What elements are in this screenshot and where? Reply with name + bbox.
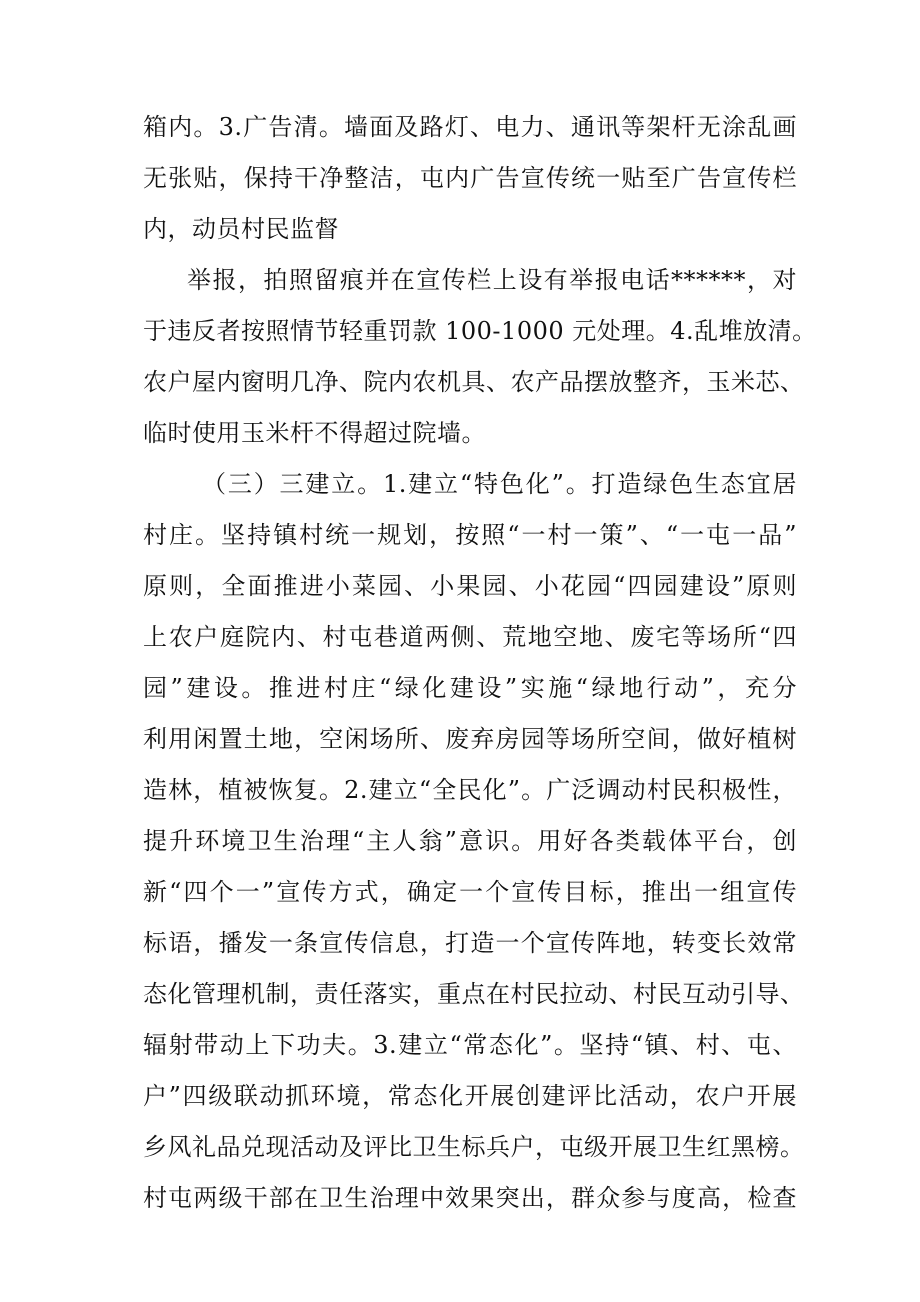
text-line: 园”建设。推进村庄“绿化建设”实施“绿地行动”，充分 xyxy=(143,674,797,702)
text-line: 于违反者按照情节轻重罚款 100-1000 元处理。4.乱堆放清。 xyxy=(143,317,817,345)
text-line: 户”四级联动抓环境，常态化开展创建评比活动，农户开展 xyxy=(143,1082,797,1110)
text-line: 上农户庭院内、村屯巷道两侧、荒地空地、废宅等场所“四 xyxy=(143,623,797,651)
text-line: 临时使用玉米杆不得超过院墙。 xyxy=(143,419,486,447)
text-line: 新“四个一”宣传方式，确定一个宣传目标，推出一组宣传 xyxy=(143,878,797,906)
text-line: 村屯两级干部在卫生治理中效果突出，群众参与度高，检查 xyxy=(143,1184,797,1212)
text-line: 农户屋内窗明几净、院内农机具、农产品摆放整齐，玉米芯、 xyxy=(143,368,805,396)
text-line: 造林，植被恢复。2.建立“全民化”。广泛调动村民积极性， xyxy=(143,776,797,804)
text-line: 提升环境卫生治理“主人翁”意识。用好各类载体平台，创 xyxy=(143,827,797,855)
text-line: 利用闲置土地，空闲场所、废弃房园等场所空间，做好植树 xyxy=(143,725,797,753)
text-line: 原则，全面推进小菜园、小果园、小花园“四园建设”原则 xyxy=(143,572,797,600)
text-line: 态化管理机制，责任落实，重点在村民拉动、村民互动引导、 xyxy=(143,980,805,1008)
text-line: 乡风礼品兑现活动及评比卫生标兵户，屯级开展卫生红黑榜。 xyxy=(143,1133,805,1161)
text-line: 箱内。3.广告清。墙面及路灯、电力、通讯等架杆无涂乱画 xyxy=(143,113,797,141)
text-line: 辐射带动上下功夫。3.建立“常态化”。坚持“镇、村、屯、 xyxy=(143,1031,797,1059)
section-heading-line: （三）三建立。1.建立“特色化”。打造绿色生态宜居 xyxy=(202,470,797,498)
text-line: 村庄。坚持镇村统一规划，按照“一村一策”、“一屯一品” xyxy=(143,521,797,549)
text-line: 无张贴，保持干净整洁，屯内广告宣传统一贴至广告宣传栏 xyxy=(143,164,797,192)
text-line: 标语，播发一条宣传信息，打造一个宣传阵地，转变长效常 xyxy=(143,929,797,957)
text-line: 内，动员村民监督 xyxy=(143,215,339,243)
text-line: 举报，拍照留痕并在宣传栏上设有举报电话******，对 xyxy=(187,266,797,294)
